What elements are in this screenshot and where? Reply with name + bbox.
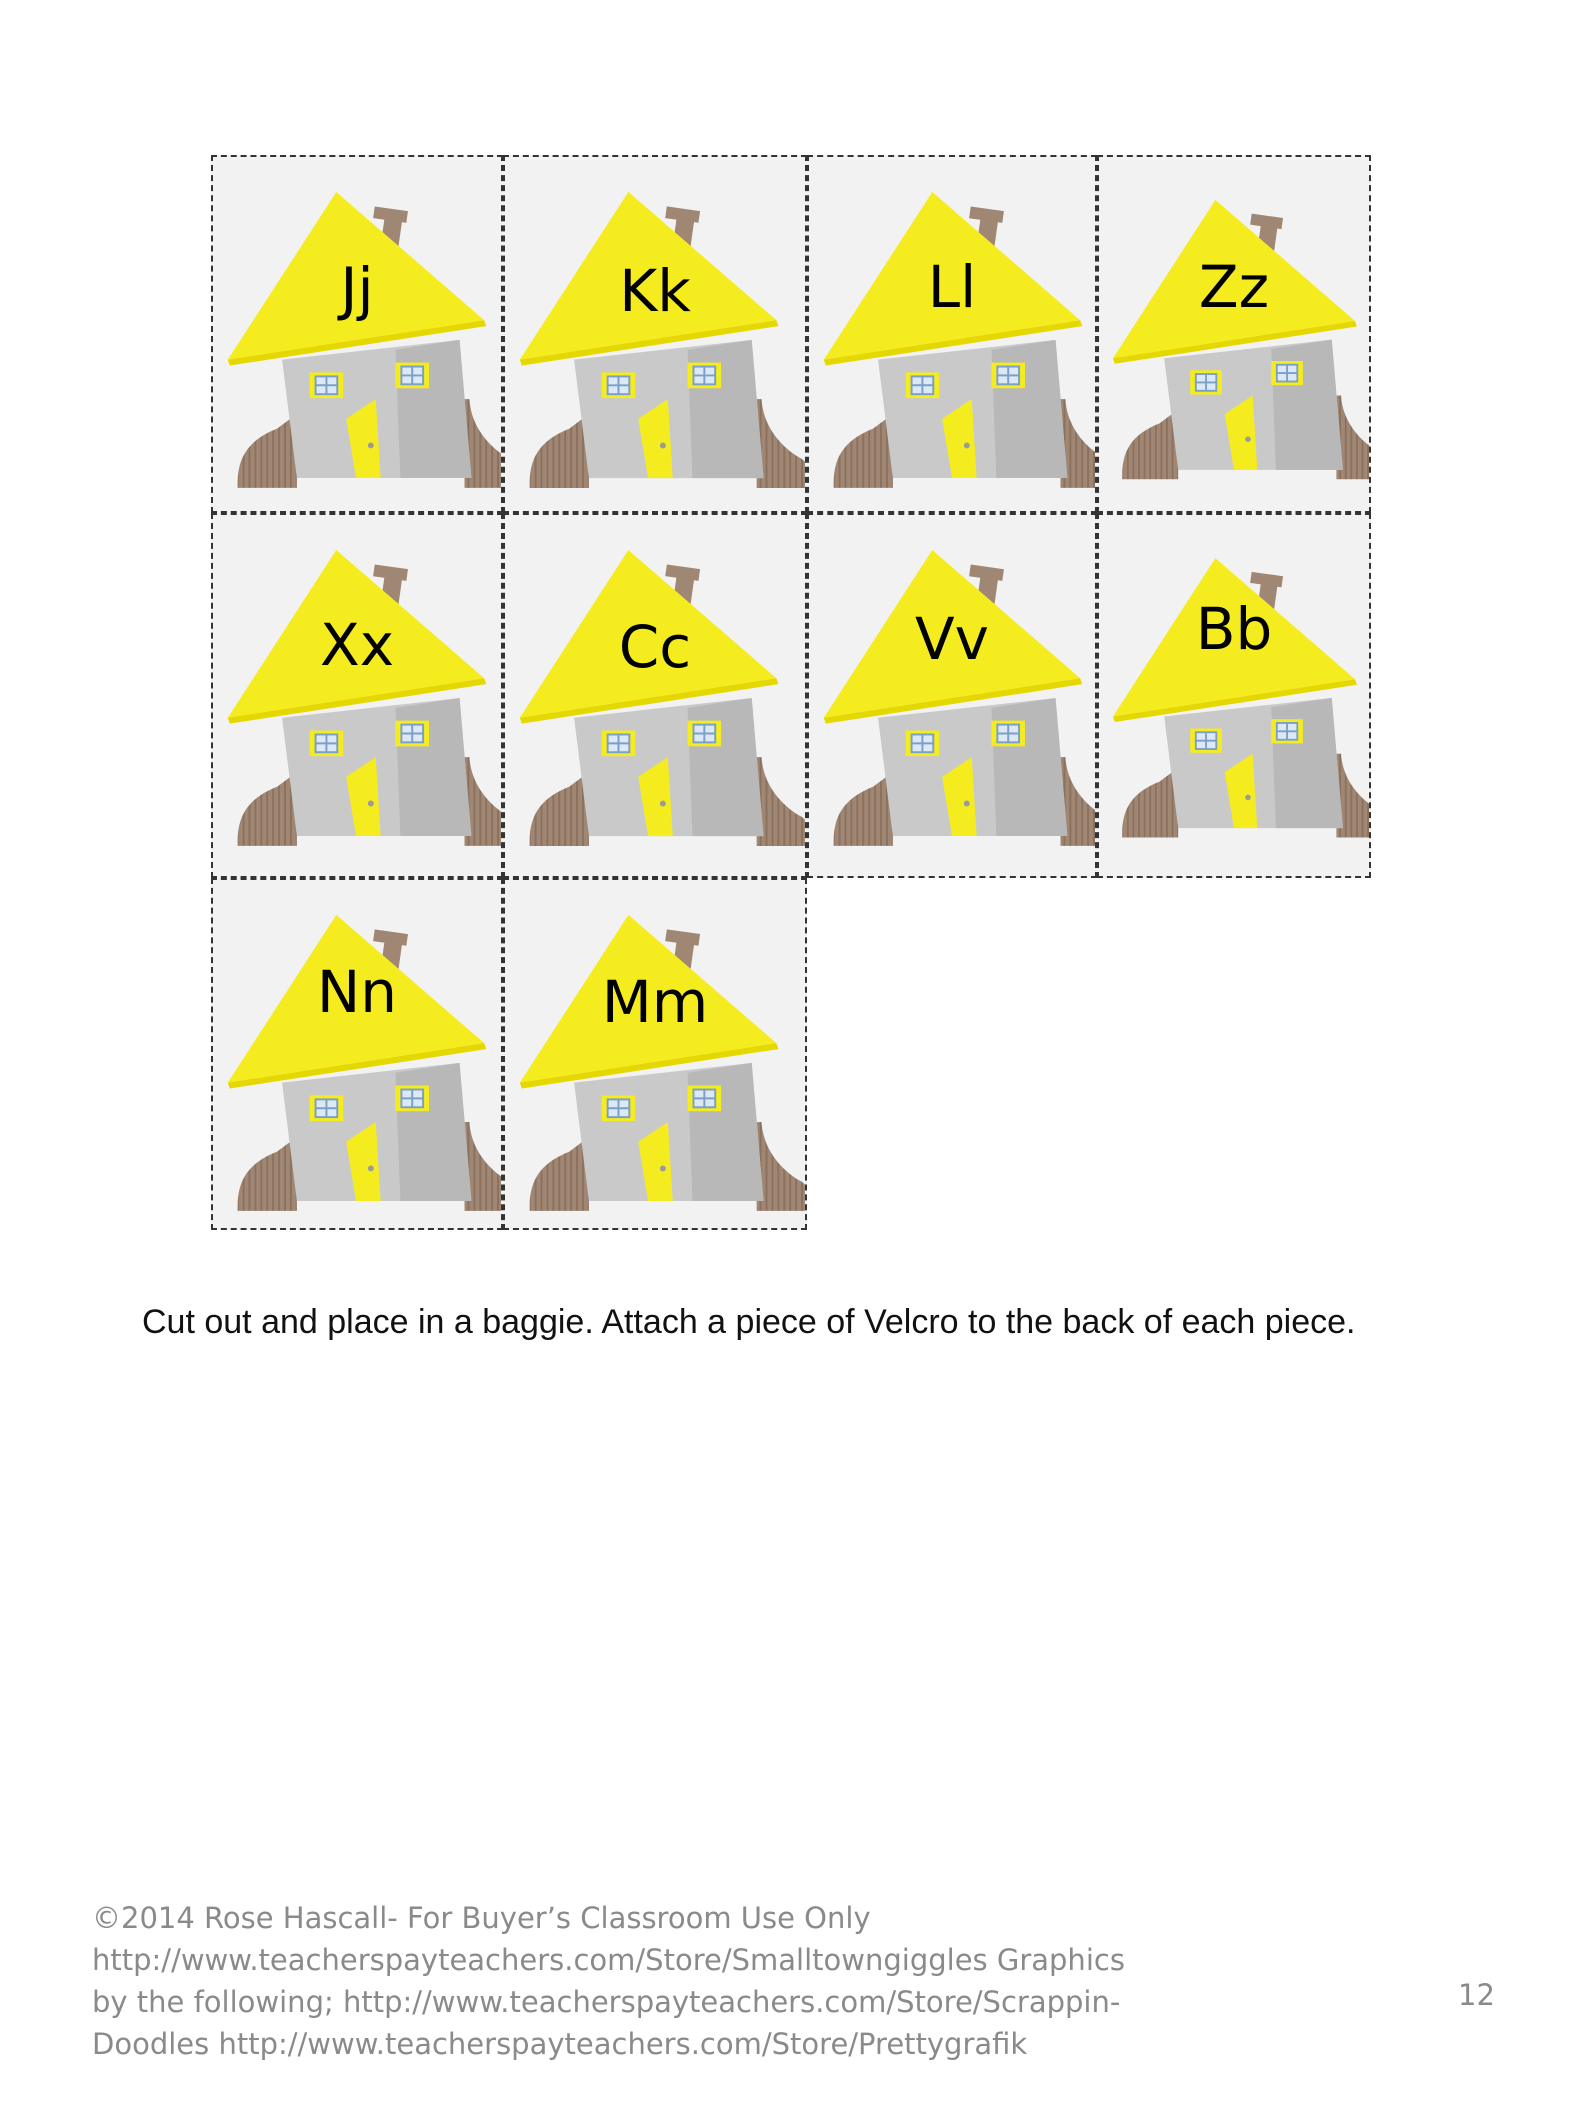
house-icon (505, 880, 805, 1228)
card-letter: Nn (316, 958, 398, 1026)
letter-card (807, 155, 1097, 513)
card-letter: Ll (927, 253, 977, 321)
letter-card (807, 513, 1097, 878)
letter-card (503, 513, 807, 878)
card-letter: Zz (1198, 253, 1270, 321)
house-icon (505, 515, 805, 876)
footer-line: ©2014 Rose Hascall- For Buyer’s Classroom Use Only (92, 1901, 871, 1935)
footer-line: by the following; http://www.teacherspayteachers.com/Store/Scrappin- (92, 1985, 1121, 2019)
house-icon (1099, 157, 1369, 511)
card-letter: Kk (619, 257, 691, 325)
letter-card (503, 155, 807, 513)
footer-line: Doodles http://www.teacherspayteachers.com/Store/Prettygrafik (92, 2027, 1028, 2061)
house-icon (809, 157, 1095, 511)
page-number: 12 (1458, 1978, 1495, 2012)
card-letter: Mm (601, 968, 709, 1036)
house-icon (1099, 515, 1369, 876)
instructions-text: Cut out and place in a baggie. Attach a piece of Velcro to the back of each piece. (142, 1303, 1356, 1341)
letter-card (211, 878, 503, 1230)
house-icon (213, 515, 501, 876)
house-icon (213, 157, 501, 511)
letter-card (1097, 513, 1371, 878)
card-letter: Cc (618, 613, 692, 681)
card-letter: Jj (340, 255, 374, 323)
house-icon (213, 880, 501, 1228)
house-icon (809, 515, 1095, 876)
house-icon (505, 157, 805, 511)
card-letter: Xx (319, 611, 395, 679)
copyright-footer (92, 1897, 1192, 2065)
letter-card (211, 513, 503, 878)
card-letter: Bb (1195, 595, 1273, 663)
card-letter: Vv (914, 605, 989, 673)
letter-card (503, 878, 807, 1230)
letter-card (1097, 155, 1371, 513)
footer-line: http://www.teacherspayteachers.com/Store/Smalltowngiggles Graphics (92, 1943, 1125, 1977)
letter-card (211, 155, 503, 513)
